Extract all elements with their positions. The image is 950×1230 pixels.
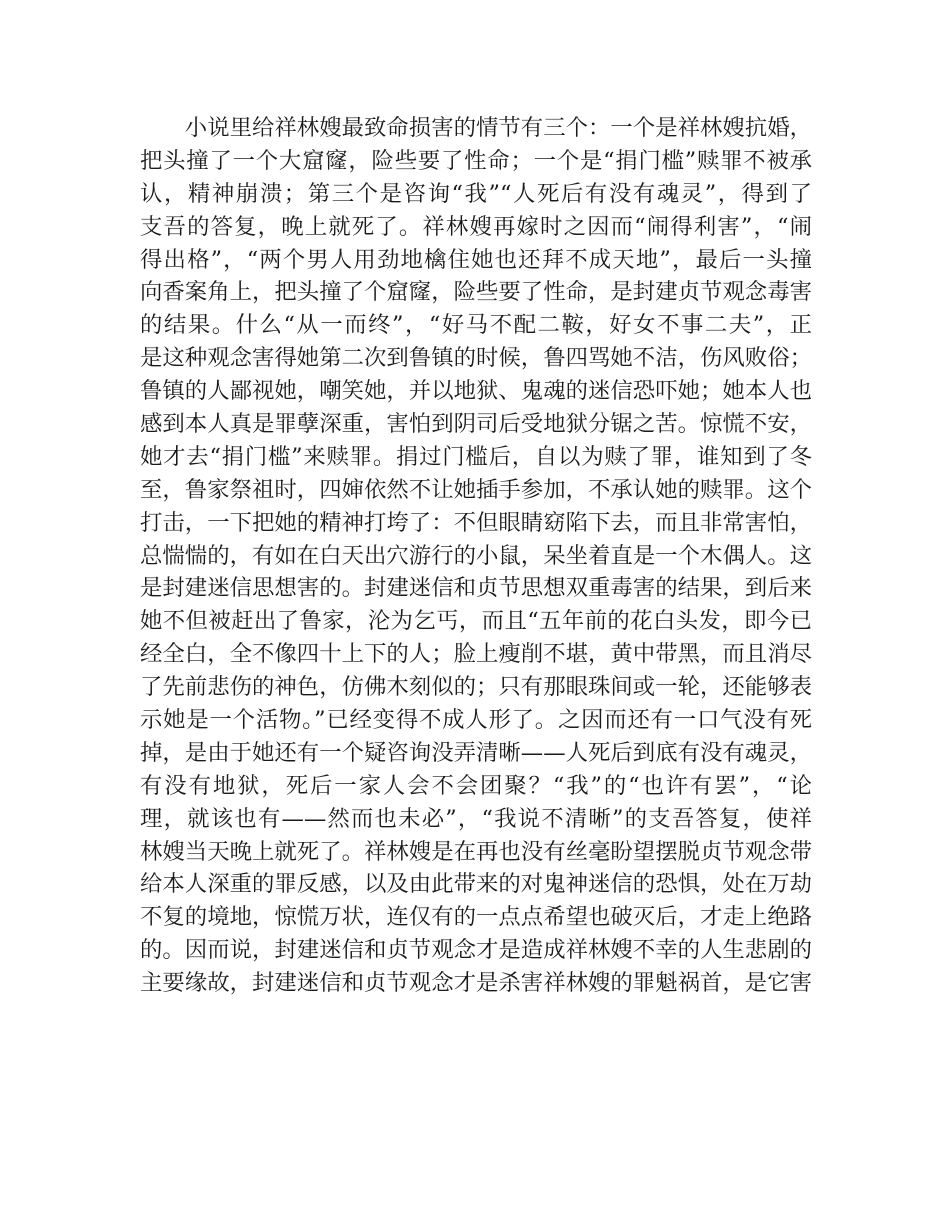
text-line: 是封建迷信思想害的。封建迷信和贞节思想双重毒害的结果，到后来 [140,575,812,602]
body-paragraph [140,112,812,1000]
text-line: 的结果。什么“从一而终”，“好马不配二鞍，好女不事二夫”，正 [140,312,812,339]
text-line: 是这种观念害得她第二次到鲁镇的时候，鲁四骂她不洁，伤风败俗； [140,345,812,372]
text-line: 至，鲁家祭祖时，四婶依然不让她插手参加，不承认她的赎罪。这个 [140,476,812,503]
text-line: 小说里给祥林嫂最致命损害的情节有三个：一个是祥林嫂抗婚， [184,115,812,141]
text-line: 理，就该也有——然而也未必”，“我说不清晰”的支吾答复，使祥 [140,805,812,832]
text-line: 她不但被赶出了鲁家，沦为乞丐，而且“五年前的花白头发，即今已 [140,608,812,635]
text-line: 把头撞了一个大窟窿，险些要了性命；一个是“捐门槛”赎罪不被承 [140,147,812,174]
text-line: 打击，一下把她的精神打垮了：不但眼睛窈陷下去，而且非常害怕， [140,509,812,536]
text-line: 的。因而说，封建迷信和贞节观念才是造成祥林嫂不幸的人生悲剧的 [140,937,812,964]
text-line: 她才去“捐门槛”来赎罪。捐过门槛后，自以为赎了罪，谁知到了冬 [140,443,812,470]
text-line: 主要缘故，封建迷信和贞节观念才是杀害祥林嫂的罪魁祸首，是它害 [140,970,812,997]
text-line: 支吾的答复，晚上就死了。祥林嫂再嫁时之因而“闹得利害”，“闹 [140,213,812,240]
text-line: 给本人深重的罪反感，以及由此带来的对鬼神迷信的恐惧，处在万劫 [140,871,812,898]
text-line: 向香案角上，把头撞了个窟窿，险些要了性命，是封建贞节观念毒害 [140,279,812,306]
text-line: 经全白，全不像四十上下的人；脸上瘦削不堪，黄中带黑，而且消尽 [140,641,812,668]
text-line: 掉，是由于她还有一个疑咨询没弄清晰——人死后到底有没有魂灵， [140,739,812,766]
text-line: 不复的境地，惊慌万状，连仅有的一点点希望也破灭后，才走上绝路 [140,904,812,931]
text-line: 得出格”，“两个男人用劲地檎住她也还拜不成天地”，最后一头撞 [140,246,812,273]
text-line: 了先前悲伤的神色，仿佛木刻似的；只有那眼珠间或一轮，还能够表 [140,674,812,701]
text-line: 总惴惴的，有如在白天出穴游行的小鼠，呆坐着直是一个木偶人。这 [140,542,812,569]
text-line: 有没有地狱，死后一家人会不会团聚？“我”的“也许有罢”，“论 [140,772,812,799]
text-line: 示她是一个活物。”已经变得不成人形了。之因而还有一口气没有死 [140,707,812,734]
text-line: 鲁镇的人鄙视她，嘲笑她，并以地狱、鬼魂的迷信恐吓她；她本人也 [140,378,812,405]
text-line: 认，精神崩溃；第三个是咨询“我”“人死后有没有魂灵”，得到了 [140,180,812,207]
text-line: 林嫂当天晚上就死了。祥林嫂是在再也没有丝毫盼望摆脱贞节观念带 [140,838,812,865]
text-line: 感到本人真是罪孽深重，害怕到阴司后受地狱分锯之苦。惊慌不安， [140,411,812,438]
